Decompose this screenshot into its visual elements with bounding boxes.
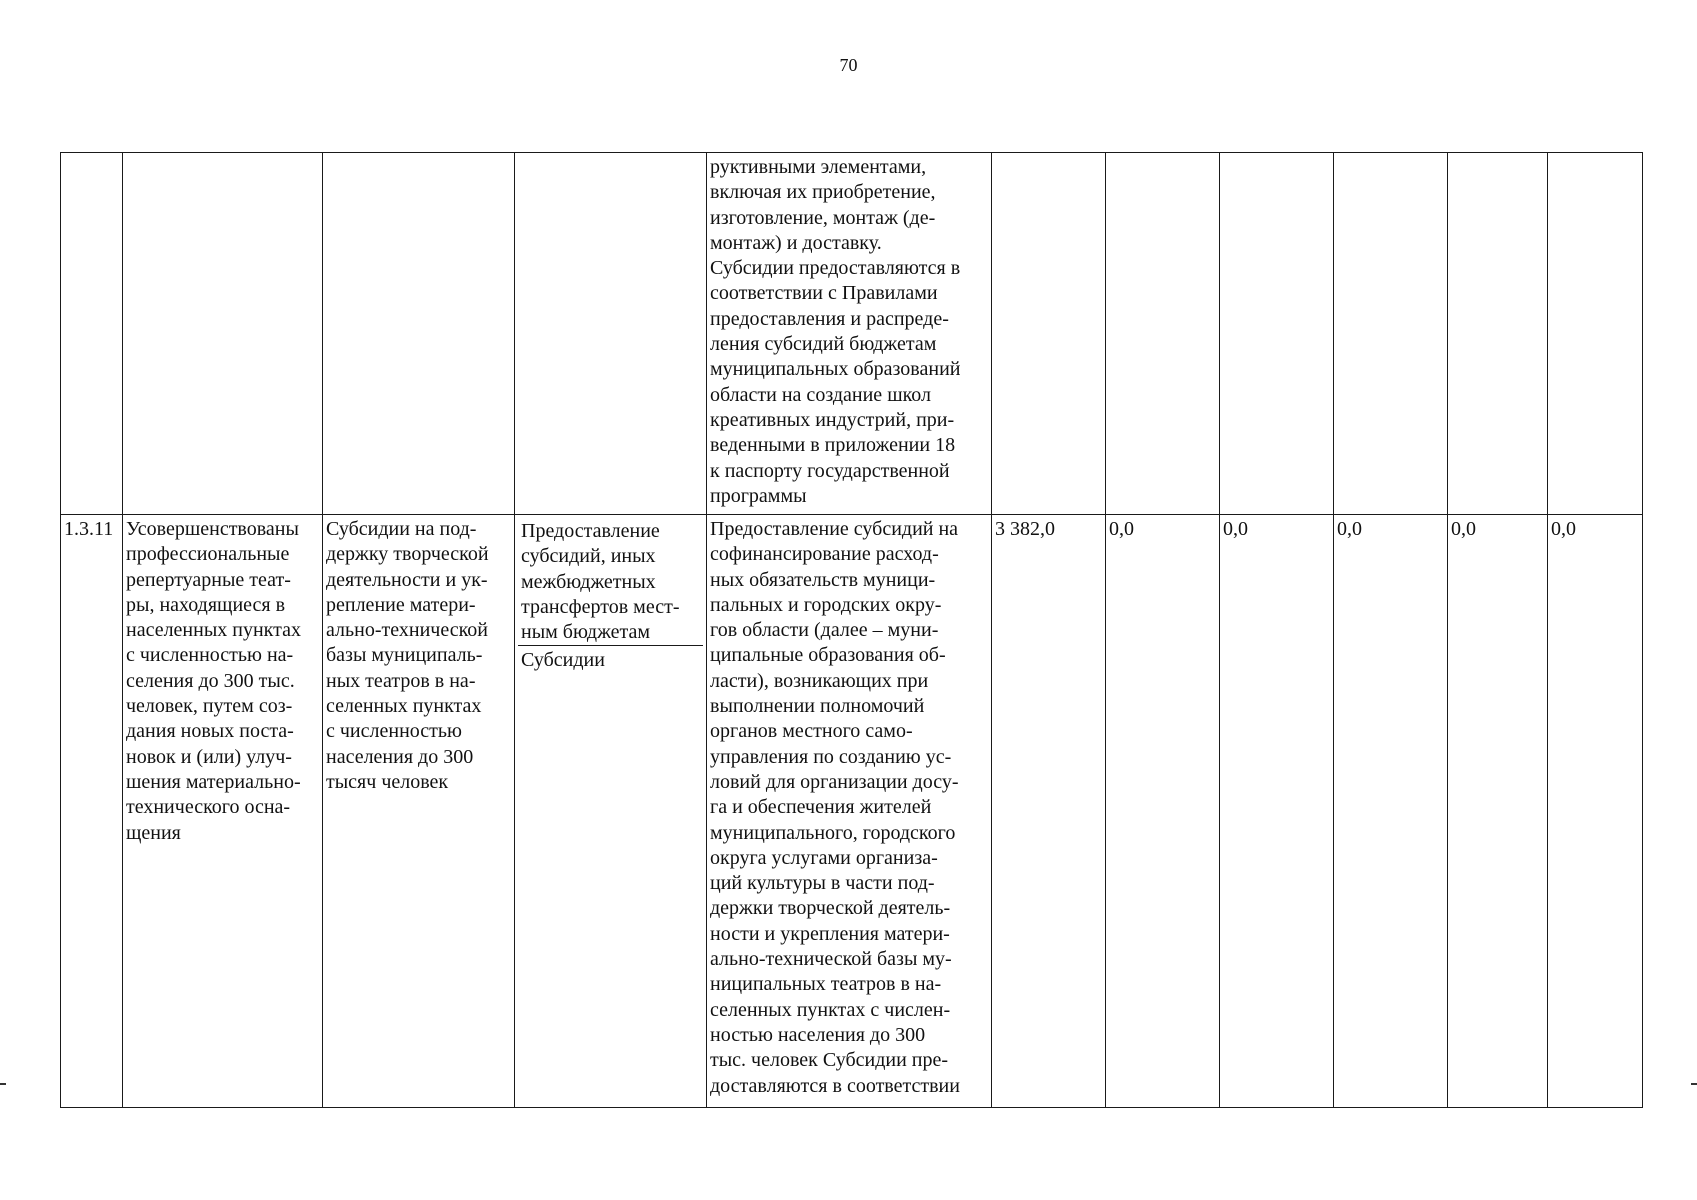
cell-value <box>992 515 1106 1108</box>
cell-value <box>1448 153 1548 515</box>
value-text: 0,0 <box>1337 518 1362 540</box>
cell-value <box>1106 515 1220 1108</box>
cell-description <box>707 153 992 515</box>
table-row-continuation <box>61 153 1643 515</box>
value-text: 0,0 <box>1109 518 1134 540</box>
cell-event <box>323 515 515 1108</box>
type-top-text: Предоставление субсидий, иных межбюджетных трансфертов мест- ным бюджетам <box>518 517 703 646</box>
description-text: Предоставление субсидий на софинансирование расход- ных обязательств муници- пальных и городских окру- гов области (далее – муни- ципальные образования об- ласти), возникающих при выполнении полномочий органов местного само- управления по созданию ус- ловий для организации досу- га и обеспечения жителей муниципального, городского округа услугами организа- ций культуры в части под- держки творческой деятель- ности и укрепления матери- ально-технической базы му- ниципальных театров в на- селенных пунктах с числен- ностью населения до 300 тыс. человек Субсидии пре- доставляются в соответствии <box>710 518 960 1097</box>
table-row-1-3-11 <box>61 515 1643 1108</box>
type-bottom-text: Субсидии <box>521 649 605 672</box>
cell-event <box>323 153 515 515</box>
cell-value <box>992 153 1106 515</box>
cell-type <box>515 515 707 1108</box>
cell-value <box>1548 515 1643 1108</box>
cell-value <box>1106 153 1220 515</box>
cell-number <box>61 515 123 1108</box>
event-text: Субсидии на под- держку творческой деятельности и ук- репление матери- ально-технической базы муниципаль- ных театров в на- селенных пунктах с численностью населения до 300 тысяч человек <box>326 518 489 793</box>
value-text: 3 382,0 <box>995 518 1055 540</box>
value-text: 0,0 <box>1451 518 1476 540</box>
value-text: 0,0 <box>1223 518 1248 540</box>
cell-type <box>515 153 707 515</box>
cell-description <box>707 515 992 1108</box>
cell-value <box>1220 153 1334 515</box>
cell-number <box>61 153 123 515</box>
scan-edge-mark <box>0 1083 6 1085</box>
row-number: 1.3.11 <box>64 518 114 540</box>
value-text: 0,0 <box>1551 518 1576 540</box>
cell-value <box>1334 515 1448 1108</box>
cell-value <box>1548 153 1643 515</box>
cell-value <box>1448 515 1548 1108</box>
result-text: Усовершенствованы профессиональные репертуарные теат- ры, находящиеся в населенных пунктах с численностью на- селения до 300 тыс. человек, путем соз- дания новых поста- новок и (или) улуч- шения материально- технического осна- щения <box>126 518 301 844</box>
program-table <box>60 152 1643 1108</box>
cell-result <box>123 515 323 1108</box>
cell-value <box>1334 153 1448 515</box>
description-text: руктивными элементами, включая их приобретение, изготовление, монтаж (де- монтаж) и доставку. Субсидии предоставляются в соответствии с Правилами предоставления и распреде- ления субсидий бюджетам муниципальных образований области на создание школ креативных индустрий, при- веденными в приложении 18 к паспорту государственной программы <box>710 156 961 507</box>
cell-value <box>1220 515 1334 1108</box>
scan-edge-mark <box>1691 1083 1697 1085</box>
cell-result <box>123 153 323 515</box>
page-number: 70 <box>839 55 858 75</box>
